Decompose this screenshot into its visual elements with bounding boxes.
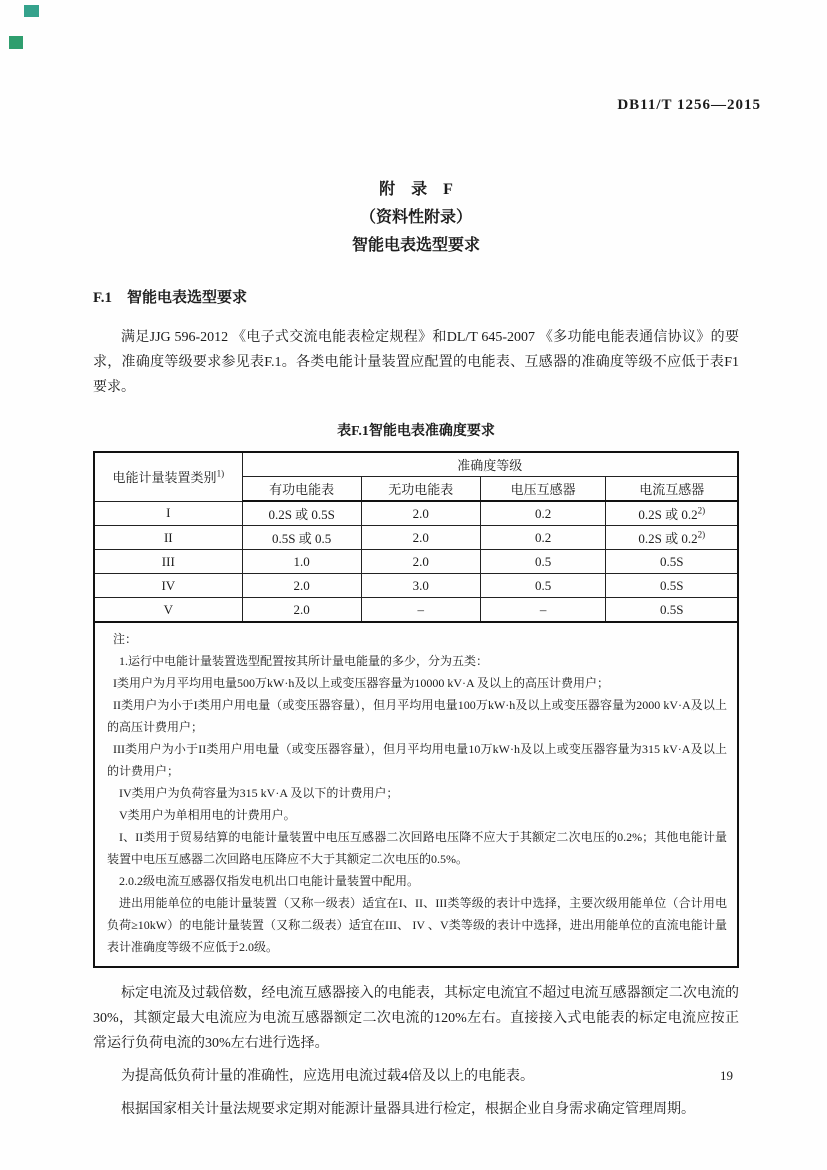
cell-ct-value: 0.5S xyxy=(659,577,684,593)
cell-pt: – xyxy=(480,598,606,623)
cell-category: I xyxy=(94,501,242,526)
scan-artifact-mark xyxy=(9,36,23,49)
cell-ct xyxy=(606,501,738,526)
scan-artifact-mark xyxy=(24,5,39,17)
accuracy-table xyxy=(93,451,739,968)
body-paragraph: 为提高低负荷计量的准确性，应选用电流过载4倍及以上的电能表。 xyxy=(121,1069,534,1084)
note-line: 注： xyxy=(113,632,138,646)
cell-ct-value: 0.2S 或 0.2 xyxy=(638,507,698,522)
body-paragraph: 标定电流及过载倍数，经电流互感器接入的电能表，其标定电流宜不超过电流互感器额定二次电流的30%，其额定最大电流应为电流互感器额定二次电流的120%左右。直接接入式电能表的标定电流应按正常运行负荷电流的30%左右进行选择。 xyxy=(93,986,739,1051)
table-caption: 表F.1智能电表准确度要求 xyxy=(337,424,495,439)
cell-active: 2.0 xyxy=(242,574,361,598)
header-cell-active-meter: 有功电能表 xyxy=(242,477,361,502)
ct-footnote-ref: 2) xyxy=(697,505,706,516)
cell-ct xyxy=(606,526,738,550)
cell-category: II xyxy=(94,526,242,550)
cell-category: III xyxy=(94,550,242,574)
table-row xyxy=(94,550,738,574)
cell-pt: 0.2 xyxy=(480,526,606,550)
table-row xyxy=(94,598,738,623)
page-content xyxy=(93,0,739,1122)
cell-reactive: 2.0 xyxy=(361,550,480,574)
header-cell-accuracy-group: 准确度等级 xyxy=(242,452,738,477)
intro-paragraph: 满足JJG 596-2012 《电子式交流电能表检定规程》和DL/T 645-2007 《多功能电能表通信协议》的要求，准确度等级要求参见表F.1。各类电能计量装置应配置的电能表、互感器的准确度等级不应低于表F1要求。 xyxy=(93,330,739,395)
cell-pt: 0.5 xyxy=(480,574,606,598)
header-cell-voltage-transformer: 电压互感器 xyxy=(480,477,606,502)
cell-pt: 0.5 xyxy=(480,550,606,574)
note-line: 1.运行中电能计量装置选型配置按其所计量电能量的多少，分为五类： xyxy=(119,654,489,668)
cell-category: IV xyxy=(94,574,242,598)
cell-ct-value: 0.5S xyxy=(659,601,684,617)
table-notes xyxy=(94,622,738,967)
cell-active: 2.0 xyxy=(242,598,361,623)
table-row xyxy=(94,526,738,550)
body-paragraph: 根据国家相关计量法规要求定期对能源计量器具进行检定，根据企业自身需求确定管理周期。 xyxy=(121,1102,695,1117)
cell-ct xyxy=(606,550,738,574)
header-cell-category-label: 电能计量装置类别 xyxy=(112,470,217,486)
note-line: I类用户为月平均用电量500万kW·h及以上或变压器容量为10000 kV·A 及以上的高压计费用户； xyxy=(113,676,609,690)
note-line: III类用户为小于II类用户用电量（或变压器容量），但月平均用电量10万kW·h及以上或变压器容量为315 kV·A及以上的计费用户； xyxy=(107,742,727,778)
appendix-title-line2: （资料性附录） xyxy=(359,209,472,226)
cell-active: 0.5S 或 0.5 xyxy=(242,526,361,550)
cell-reactive: 2.0 xyxy=(361,526,480,550)
cell-reactive: 2.0 xyxy=(361,501,480,526)
header-cell-current-transformer: 电流互感器 xyxy=(606,477,738,502)
table-row xyxy=(94,574,738,598)
ct-footnote-ref: 2) xyxy=(697,529,706,540)
note-line: 2.0.2级电流互感器仅指发电机出口电能计量装置中配用。 xyxy=(119,874,420,888)
cell-pt: 0.2 xyxy=(480,501,606,526)
note-line: 进出用能单位的电能计量装置（又称一级表）适宜在I、II、III类等级的表计中选择，主要次级用能单位（合计用电负荷≥10kW）的电能计量装置（又称二级表）适宜在III、 IV 、V类等级的表计中选择，进出用能单位的直流电能计量表计准确度等级不应低于2.0级。 xyxy=(107,896,727,954)
cell-active: 1.0 xyxy=(242,550,361,574)
cell-ct-value: 0.5S xyxy=(659,553,684,569)
cell-reactive: 3.0 xyxy=(361,574,480,598)
table-row xyxy=(94,501,738,526)
header-footnote-ref: 1) xyxy=(216,468,225,479)
cell-ct xyxy=(606,598,738,623)
cell-ct xyxy=(606,574,738,598)
page-number: 19 xyxy=(720,1068,733,1083)
appendix-title-block xyxy=(93,176,739,260)
header-cell-reactive-meter: 无功电能表 xyxy=(361,477,480,502)
note-line: IV类用户为负荷容量为315 kV·A 及以下的计费用户； xyxy=(119,786,399,800)
cell-active: 0.2S 或 0.5S xyxy=(242,501,361,526)
standard-code: DB11/T 1256—2015 xyxy=(617,97,761,113)
cell-reactive: – xyxy=(361,598,480,623)
appendix-title-line3: 智能电表选型要求 xyxy=(351,237,480,254)
appendix-title-line1: 附 录 F xyxy=(379,181,453,198)
table-header-row-1 xyxy=(94,452,738,477)
header-cell-category xyxy=(94,452,242,501)
table-notes-row xyxy=(94,622,738,967)
section-heading: F.1 智能电表选型要求 xyxy=(93,290,248,306)
cell-category: V xyxy=(94,598,242,623)
cell-ct-value: 0.2S 或 0.2 xyxy=(638,531,698,546)
note-line: I、II类用于贸易结算的电能计量装置中电压互感器二次回路电压降不应大于其额定二次电压的0.2%；其他电能计量装置中电压互感器二次回路电压降应不大于其额定二次电压的0.5%。 xyxy=(107,830,727,866)
note-line: V类用户为单相用电的计费用户。 xyxy=(119,808,296,822)
note-line: II类用户为小于I类用户用电量（或变压器容量），但月平均用电量100万kW·h及以上或变压器容量为2000 kV·A及以上的高压计费用户； xyxy=(107,698,727,734)
